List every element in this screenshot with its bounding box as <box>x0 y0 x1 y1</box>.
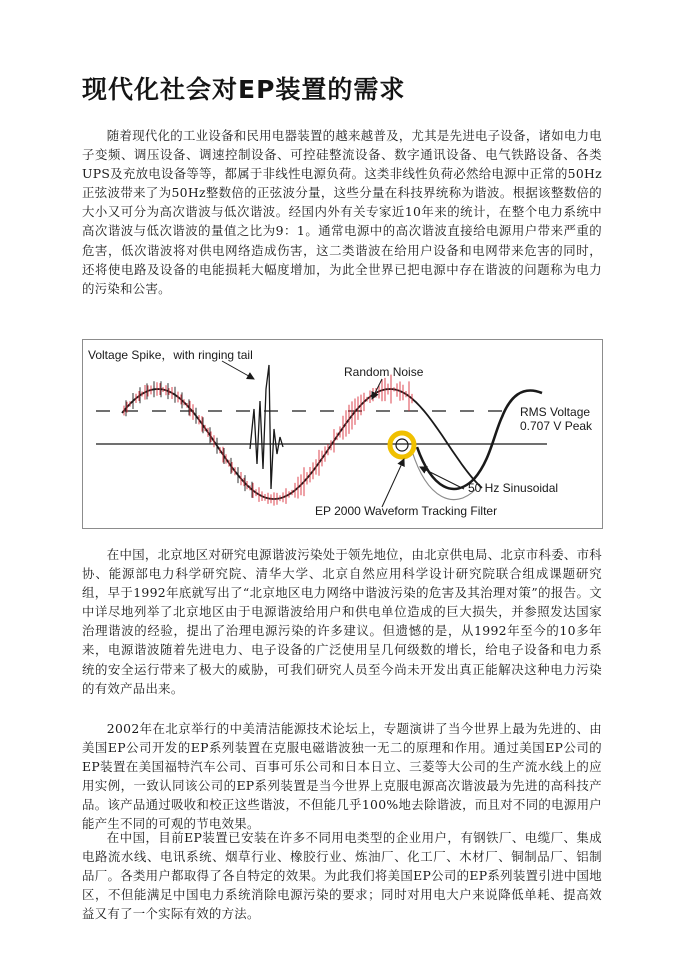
label-voltage-spike: Voltage Spike，with ringing tail <box>88 348 253 362</box>
paragraph-beijing-research: 在中国，北京地区对研究电源谐波污染处于领先地位，由北京供电局、北京市科委、市科协、能源部电力科学研究院、清华大学、北京自然应用科学设计研究院联合组成课题研究组，早于1992年底就写出了“北京地区电力网络中谐波污染的危害及其治理对策”的报告。文中详尽地列举了北京地区由于电源谐波给用户和供电单位造成的巨大损失，并参照发达国家治理谐波的经验，提出了治理电源污染的许多建议。但遗憾的是，从1992年至今的10多年来，电源谐波随着先进电力、电子设备的广泛使用呈几何级数的增长，给电子设备和电力系统的安全运行带来了极大的威胁，可我们研究人员至今尚未开发出真正能解决这种电力污染的有效产品出来。 <box>82 547 602 696</box>
paragraph-china-installations: 在中国，目前EP装置已安装在许多不同用电类型的企业用户，有钢铁厂、电缆厂、集成电路流水线、电讯系统、烟草行业、橡胶行业、炼油厂、化工厂、木材厂、铜制品厂、铝制品厂。各类用户都取得了各自特定的效果。为此我们将美国EP公司的EP系列装置引进中国地区，不但能满足中国电力系统消除电源污染的要求；同时对用电大户来说降低单耗、提高效益又有了一个实际有效的方法。 <box>82 830 602 922</box>
label-rms-voltage: RMS Voltage <box>520 405 591 419</box>
waveform-figure <box>82 339 603 529</box>
page-title: 现代化社会对EP装置的需求 <box>82 75 406 104</box>
figure-frame <box>83 340 603 529</box>
label-ep-filter: EP 2000 Waveform Tracking Filter <box>315 504 498 518</box>
label-50hz-sinusoidal: 50 Hz Sinusoidal <box>468 481 559 495</box>
label-rms-peak: 0.707 V Peak <box>520 419 593 433</box>
paragraph-harmonics-intro: 随着现代化的工业设备和民用电器装置的越来越普及，尤其是先进电子设备，诸如电力电子变频、调压设备、调速控制设备、可控硅整流设备、数字通讯设备、电气铁路设备、各类UPS及充放电设备等等，都属于非线性电源负荷。这类非线性负荷必然给电源中正常的50Hz正弦波带来了为50Hz整数倍的正弦波分量，这些分量在科技界统称为谐波。根据该整数倍的大小又可分为高次谐波与低次谐波。经国内外有关专家近10年来的统计，在整个电力系统中高次谐波与低次谐波的量值之比为9：1。通常电源中的高次谐波直接给电源用户带来严重的危害，低次谐波将对供电网络造成伤害，这二类谐波在给用户设备和电网带来危害的同时，还将使电路及设备的电能损耗大幅度增加，为此全世界已把电源中存在谐波的问题称为电力的污染和公害。 <box>82 128 602 296</box>
waveform-diagram <box>82 339 603 529</box>
paragraph-2002-forum: 2002年在北京举行的中美清洁能源技术论坛上，专题演讲了当今世界上最为先进的、由美国EP公司开发的EP系列装置在克服电磁谐波独一无二的原理和作用。通过美国EP公司的EP装置在美国福特汽车公司、百事可乐公司和日本日立、三菱等大公司的生产流水线上的应用实例，一致认同该公司的EP系列装置是当今世界上克服电源高次谐波最为先进的高科技产品。该产品通过吸收和校正这些谐波，不但能几乎100%地去除谐波，而且对不同的电源用户能产生不同的可观的节电效果。 <box>82 721 602 832</box>
label-random-noise: Random Noise <box>344 365 424 379</box>
